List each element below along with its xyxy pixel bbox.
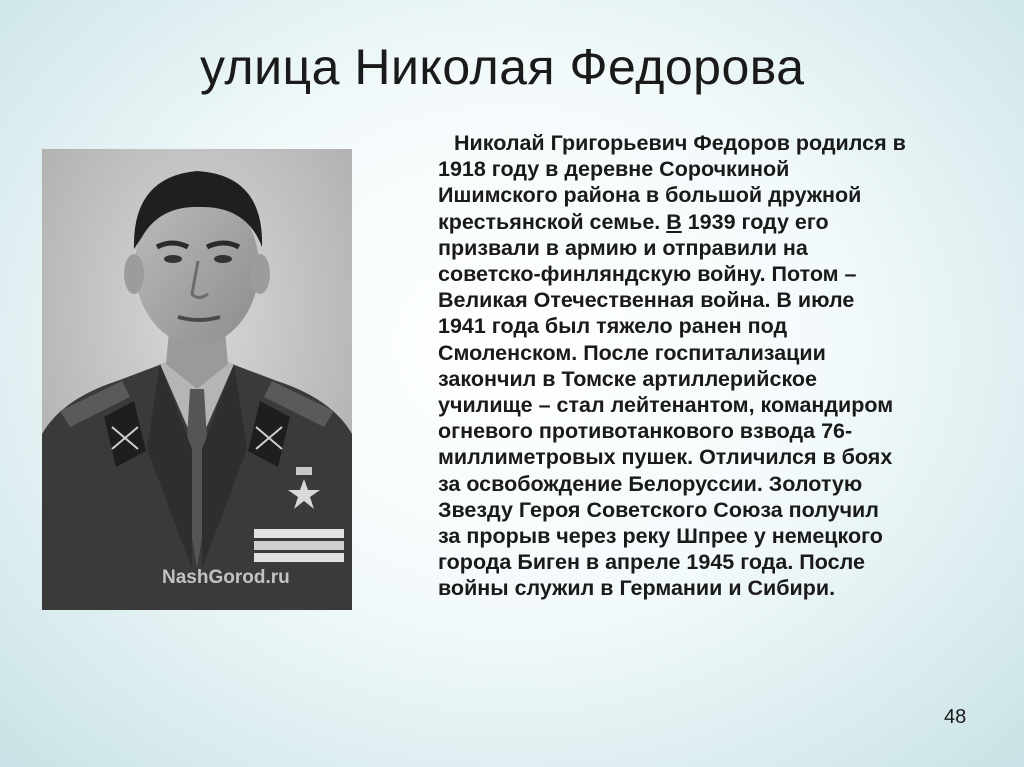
slide-title: улица Николая Федорова: [200, 39, 805, 95]
bio-line: города Биген в апреле 1945 года. После: [438, 550, 865, 575]
bio-line: Звезду Героя Советского Союза получил: [438, 497, 879, 522]
bio-line: за прорыв через реку Шпрее у немецкого: [438, 524, 883, 549]
bio-line: 1918 году в деревне Сорочкиной: [438, 157, 790, 182]
bio-line: огневого противотанкового взвода 76-: [438, 419, 853, 444]
bio-underlined-letter: В: [666, 209, 682, 234]
bio-line: Ишимского района в большой дружной: [438, 183, 862, 208]
bio-line: советско-финляндскую войну. Потом –: [438, 262, 857, 287]
portrait-photo: [42, 149, 352, 610]
bio-line: Смоленском. После госпитализации: [438, 340, 826, 365]
bio-line: [438, 209, 998, 235]
bio-line: училище – стал лейтенантом, командиром: [438, 393, 894, 418]
photo-watermark: NashGorod.ru: [162, 567, 290, 588]
bio-line-part: крестьянской семье.: [438, 209, 667, 234]
bio-line: войны служил в Германии и Сибири.: [438, 576, 836, 601]
bio-line-part: 1939 году его: [681, 209, 829, 234]
bio-line: закончил в Томске артиллерийское: [438, 366, 818, 391]
bio-line: миллиметровых пушек. Отличился в боях: [438, 445, 893, 470]
bio-line: за освобождение Белоруссии. Золотую: [438, 471, 863, 496]
bio-line: Николай Григорьевич Федоров родился в: [454, 131, 906, 155]
page-number: 48: [944, 706, 967, 728]
bio-line: Великая Отечественная война. В июле: [438, 288, 855, 313]
bio-line: призвали в армию и отправили на: [438, 235, 808, 260]
portrait-illustration: [42, 149, 352, 610]
biography-text: [438, 130, 998, 602]
bio-line: 1941 года был тяжело ранен под: [438, 314, 788, 339]
